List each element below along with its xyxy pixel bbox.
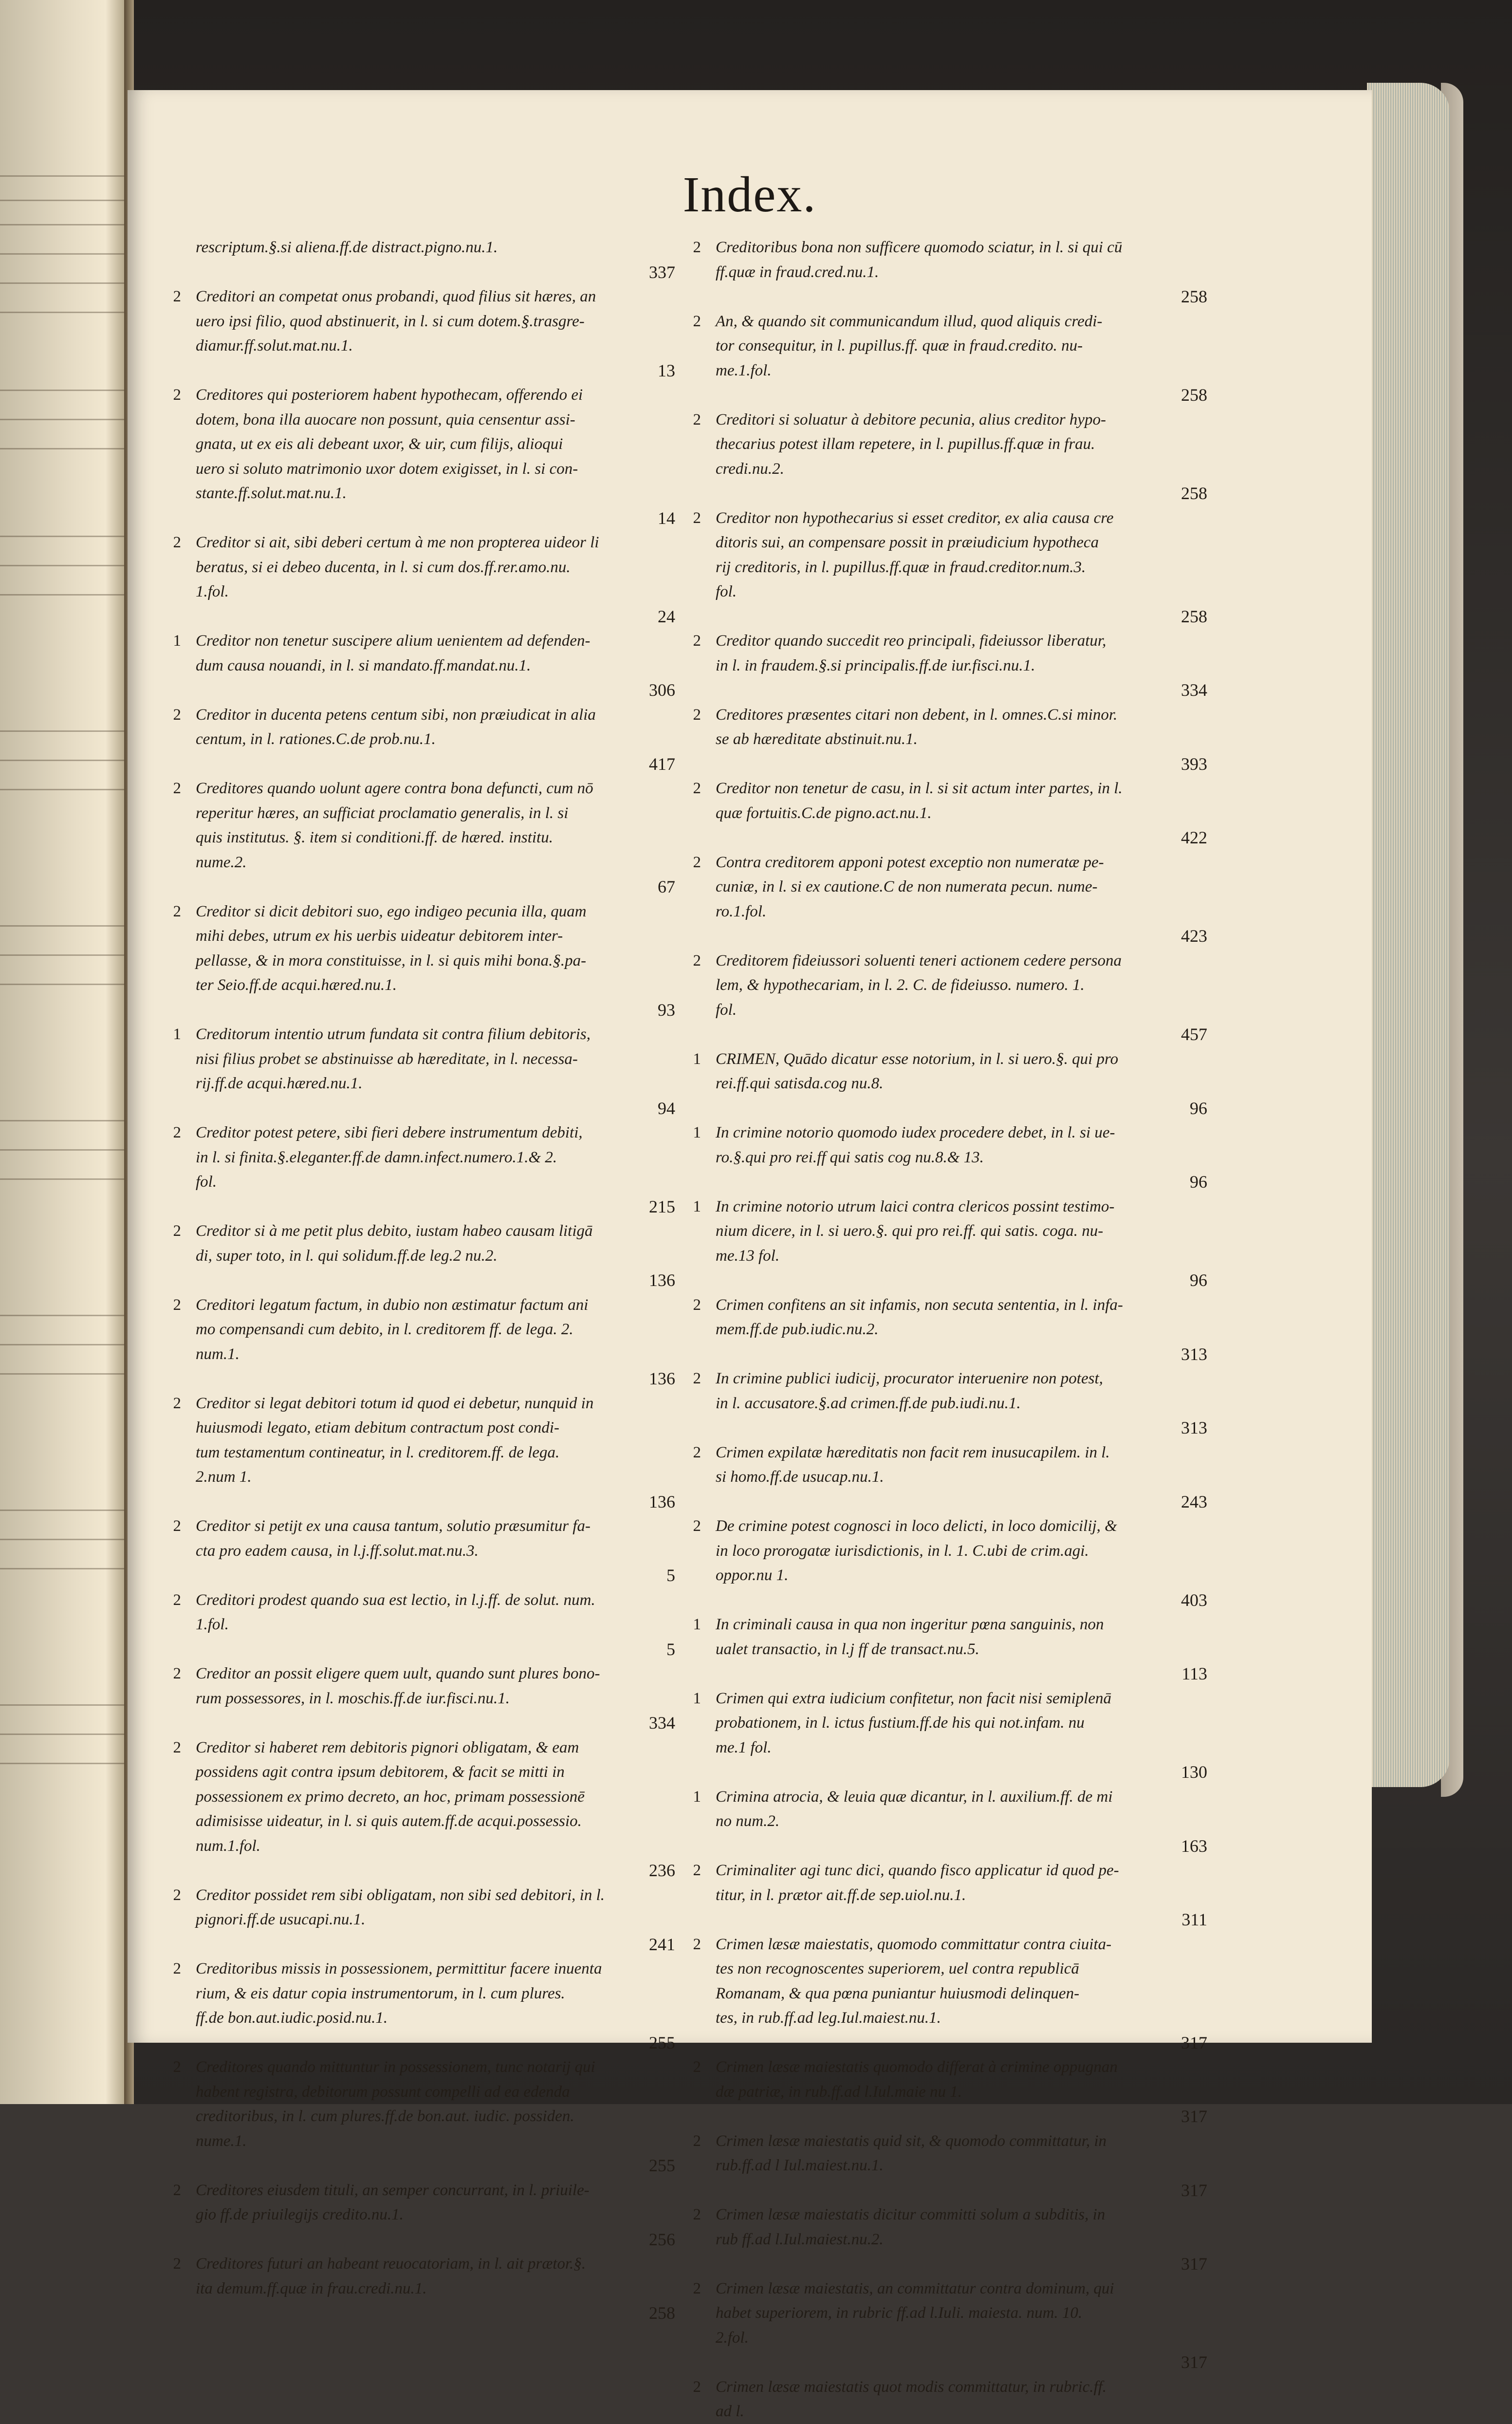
entry-text-line: ro.§.qui pro rei.ff qui satis cog nu.8.& 13. <box>716 1148 984 1166</box>
index-entry <box>682 1120 1207 1194</box>
entry-text-line: ff.quæ in fraud.cred.nu.1. <box>716 263 879 281</box>
entry-text-line: tes, in rub.ff.ad leg.Iul.maiest.nu.1. <box>716 2009 941 2027</box>
entry-text-line: cuniæ, in l. si ex cautione.C de non numerata pecun. nume- <box>716 878 1098 895</box>
index-entry <box>162 530 675 629</box>
page-reference: 337 <box>649 262 675 282</box>
entry-marker: 2 <box>173 1222 181 1240</box>
entry-marker: 1 <box>173 1026 181 1043</box>
entry-text-line: si homo.ff.de usucap.nu.1. <box>716 1468 884 1486</box>
page-reference: 334 <box>1181 680 1207 700</box>
entry-text-line: In criminali causa in qua non ingeritur pœna sanguinis, non <box>716 1616 1104 1633</box>
entry-text-line: Criminaliter agi tunc dici, quando fisco applicatur id quod pe- <box>716 1862 1119 1879</box>
index-entry <box>162 1514 675 1588</box>
entry-text-line: gnata, ut ex eis ali debeant uxor, & uir, cum filijs, alioqui <box>196 435 563 453</box>
entry-text-line: Crimen læsæ maiestatis, quomodo committatur contra ciuita- <box>716 1935 1112 1953</box>
entry-text-line: CRIMEN, Quādo dicatur esse notorium, in l. si uero.§. qui pro <box>716 1050 1119 1068</box>
page-reference: 393 <box>1181 754 1207 774</box>
index-column-right <box>682 235 1207 2424</box>
page-reference: 96 <box>1190 1172 1207 1192</box>
entry-marker: 2 <box>693 1443 701 1461</box>
entry-marker: 1 <box>693 1124 701 1141</box>
page-reference: 243 <box>1181 1492 1207 1511</box>
entry-text-line: credi.nu.2. <box>716 460 784 478</box>
entry-text-line: Creditori si soluatur à debitore pecunia, alius creditor hypo- <box>716 410 1106 429</box>
page-reference: 5 <box>666 1639 675 1659</box>
entry-text-line: tes non recognoscentes superiorem, uel contra republicā <box>716 1960 1079 1977</box>
entry-marker: 2 <box>693 2058 701 2076</box>
entry-text-line: rum possessores, in l. moschis.ff.de iur.fisci.nu.1. <box>196 1689 510 1707</box>
entry-text-line: rij.ff.de acqui.hæred.nu.1. <box>196 1075 363 1092</box>
entry-text-line: Creditor non hypothecarius si esset creditor, ex alia causa cre <box>716 509 1114 527</box>
index-entry <box>162 235 675 284</box>
page-reference: 67 <box>658 877 675 896</box>
entry-text-line: ita demum.ff.quæ in frau.credi.nu.1. <box>196 2279 427 2297</box>
page-block-edge <box>1367 83 1450 1787</box>
entry-text-line: rescriptum.§.si aliena.ff.de distract.pigno.nu.1. <box>196 239 498 256</box>
page-reference: 255 <box>649 2032 675 2052</box>
entry-marker: 2 <box>173 1124 181 1141</box>
entry-marker: 2 <box>173 2058 181 2076</box>
entry-text-line: Crimen læsæ maiestatis quot modis committatur, in rubric.ff. <box>716 2378 1107 2396</box>
index-entry <box>682 1293 1207 1367</box>
entry-text-line: ff.de bon.aut.iudic.posid.nu.1. <box>196 2009 388 2027</box>
page-reference: 96 <box>1190 1270 1207 1290</box>
entry-text-line: ualet transactio, in l.j ff de transact.nu.5. <box>716 1640 979 1658</box>
page-reference: 422 <box>1181 828 1207 847</box>
page-reference: 5 <box>666 1566 675 1585</box>
index-entry <box>682 2375 1207 2424</box>
entry-text-line: pignori.ff.de usucapi.nu.1. <box>196 1911 366 1928</box>
entry-text-line: Crimen læsæ maiestatis dicitur committi solum a subditis, in <box>716 2206 1106 2223</box>
index-entry <box>682 1366 1207 1440</box>
index-entry <box>682 1785 1207 1859</box>
entry-marker: 2 <box>173 706 181 724</box>
index-entry <box>682 1194 1207 1293</box>
entry-text-line: beratus, si ei debeo ducenta, in l. si cum dos.ff.rer.amo.nu. <box>196 558 571 576</box>
entry-marker: 2 <box>173 1394 181 1412</box>
page-reference: 306 <box>649 680 675 700</box>
index-entry <box>682 1440 1207 1514</box>
entry-text-line: An, & quando sit communicandum illud, quod aliquis credi- <box>716 312 1103 330</box>
index-entry <box>162 284 675 383</box>
page-reference: 13 <box>658 360 675 380</box>
entry-text-line: tum testamentum contineatur, in l. creditorem.ff. de lega. <box>196 1443 560 1461</box>
page-reference: 256 <box>649 2229 675 2249</box>
entry-text-line: rub ff.ad l.Iul.maiest.nu.2. <box>716 2230 884 2248</box>
entry-text-line: Creditores quando uolunt agere contra bona defuncti, cum nō <box>196 780 593 797</box>
page-reference: 14 <box>658 508 675 528</box>
entry-text-line: Creditoribus missis in possessionem, permittitur facere inuenta <box>196 1960 602 1977</box>
entry-text-line: ad l. <box>716 2403 744 2420</box>
entry-text-line: num.1. <box>196 1345 240 1363</box>
page-reference: 113 <box>1181 1664 1207 1683</box>
entry-text-line: uero si soluto matrimonio uxor dotem exigisset, in l. si con- <box>196 460 578 478</box>
entry-marker: 2 <box>173 1886 181 1904</box>
index-entry <box>162 629 675 703</box>
entry-text-line: se ab hæreditate abstinuit.nu.1. <box>716 730 918 748</box>
entry-text-line: Creditori prodest quando sua est lectio, in l.j.ff. de solut. num. <box>196 1591 595 1609</box>
index-entry <box>162 2252 675 2326</box>
entry-marker: 1 <box>693 1616 701 1633</box>
entry-text-line: num.1.fol. <box>196 1837 260 1855</box>
index-entry <box>682 1047 1207 1121</box>
entry-text-line: creditoribus, in l. cum plures.ff.de bon.aut. iudic. possiden. <box>196 2107 574 2125</box>
entry-marker: 2 <box>173 2181 181 2199</box>
index-column-left <box>162 235 675 2326</box>
index-entry <box>162 1293 675 1391</box>
entry-marker: 2 <box>693 1862 701 1879</box>
entry-marker: 2 <box>693 312 701 330</box>
index-entry <box>682 2276 1207 2375</box>
entry-text-line: diamur.ff.solut.mat.nu.1. <box>196 337 353 354</box>
entry-marker: 1 <box>693 1197 701 1215</box>
entry-text-line: habet superiorem, in rubric ff.ad l.Iuli. maiesta. num. 10. <box>716 2304 1083 2322</box>
entry-marker: 1 <box>693 1689 701 1707</box>
entry-text-line: in l. in fraudem.§.si principalis.ff.de iur.fisci.nu.1. <box>716 656 1035 674</box>
entry-text-line: me.1 fol. <box>716 1738 772 1756</box>
page-reference: 136 <box>649 1270 675 1290</box>
index-entry <box>682 235 1207 309</box>
index-entry <box>162 2055 675 2178</box>
page-reference: 258 <box>1181 385 1207 405</box>
index-entry <box>682 776 1207 850</box>
entry-text-line: nisi filius probet se abstinuisse ab hæreditate, in l. necessa- <box>196 1050 578 1068</box>
entry-marker: 2 <box>173 780 181 797</box>
entry-text-line: rei.ff.qui satisda.cog nu.8. <box>716 1075 884 1092</box>
entry-marker: 2 <box>693 410 701 429</box>
entry-text-line: rium, & eis datur copia instrumentorum, in l. cum plures. <box>196 1984 565 2002</box>
entry-marker: 2 <box>693 706 701 724</box>
entry-text-line: Creditor si petijt ex una causa tantum, solutio præsumitur fa- <box>196 1517 590 1535</box>
entry-text-line: stante.ff.solut.mat.nu.1. <box>196 485 347 502</box>
index-entry <box>162 776 675 899</box>
entry-marker: 2 <box>693 951 701 970</box>
page-reference: 317 <box>1181 2352 1207 2372</box>
page-reference: 236 <box>649 1861 675 1880</box>
entry-text-line: nume.2. <box>196 853 247 871</box>
page-reference: 258 <box>649 2303 675 2323</box>
facing-page-edge <box>0 0 124 2104</box>
page-reference: 94 <box>658 1098 675 1118</box>
entry-text-line: tor consequitur, in l. pupillus.ff. quæ in fraud.credito. nu- <box>716 337 1083 354</box>
index-entry <box>682 1932 1207 2055</box>
entry-marker: 2 <box>173 288 181 305</box>
page-reference: 423 <box>1181 926 1207 946</box>
page-reference: 317 <box>1181 2254 1207 2274</box>
entry-text-line: fol. <box>716 1001 737 1019</box>
entry-text-line: mihi debes, utrum ex his uerbis uideatur debitorem inter- <box>196 927 563 945</box>
entry-text-line: pellasse, & in mora constituisse, in l. si quis mihi bona.§.pa- <box>196 951 587 970</box>
entry-text-line: in l. accusatore.§.ad crimen.ff.de pub.iudi.nu.1. <box>716 1394 1021 1412</box>
entry-text-line: rub.ff.ad l Iul.maiest.nu.1. <box>716 2157 884 2174</box>
entry-text-line: Creditor non tenetur suscipere alium uenientem ad defenden- <box>196 632 590 650</box>
page-reference: 313 <box>1181 1418 1207 1437</box>
page-reference: 457 <box>1181 1025 1207 1044</box>
index-entry <box>162 899 675 1023</box>
page-reference: 24 <box>658 606 675 626</box>
entry-marker: 2 <box>173 1738 181 1756</box>
entry-text-line: In crimine notorio utrum laici contra clericos possint testimo- <box>716 1197 1115 1215</box>
entry-text-line: Crimen læsæ maiestatis quid sit, & quomodo committatur, in <box>716 2132 1107 2150</box>
entry-marker: 1 <box>693 1050 701 1068</box>
page-reference: 311 <box>1181 1910 1207 1929</box>
entry-text-line: fol. <box>196 1173 217 1191</box>
entry-marker: 2 <box>693 2206 701 2223</box>
page-reference: 96 <box>1190 1098 1207 1118</box>
page-reference: 258 <box>1181 606 1207 626</box>
entry-marker: 2 <box>173 1665 181 1682</box>
entry-text-line: habent registra, debitorum possunt compelli ad ea edenda <box>196 2083 570 2101</box>
entry-text-line: in l. si finita.§.eleganter.ff.de damn.infect.numero.1.& 2. <box>196 1148 557 1166</box>
entry-text-line: Crimen confitens an sit infamis, non secuta sententia, in l. infa- <box>716 1296 1123 1314</box>
entry-text-line: Creditor quando succedit reo principali, fideiussor liberatur, <box>716 632 1106 650</box>
entry-text-line: ro.1.fol. <box>716 902 767 920</box>
entry-marker: 2 <box>693 780 701 797</box>
page-reference: 130 <box>1181 1762 1207 1782</box>
index-entry <box>682 408 1207 506</box>
entry-text-line: me.1.fol. <box>716 361 772 379</box>
page-reference: 258 <box>1181 287 1207 306</box>
entry-text-line: lem, & hypothecariam, in l. 2. C. de fideiusso. numero. 1. <box>716 976 1085 994</box>
page-reference: 403 <box>1181 1590 1207 1610</box>
page-reference: 136 <box>649 1492 675 1511</box>
entry-marker: 2 <box>693 1517 701 1535</box>
entry-text-line: Creditor si legat debitori totum id quod ei debetur, nunquid in <box>196 1394 594 1412</box>
entry-marker: 2 <box>693 2132 701 2150</box>
entry-text-line: oppor.nu 1. <box>716 1566 789 1584</box>
page-reference: 93 <box>658 1000 675 1020</box>
entry-text-line: dum causa nouandi, in l. si mandato.ff.mandat.nu.1. <box>196 656 531 674</box>
entry-text-line: In crimine publici iudicij, procurator interuenire non potest, <box>716 1370 1103 1387</box>
entry-text-line: me.13 fol. <box>716 1247 780 1265</box>
entry-marker: 2 <box>173 1591 181 1609</box>
entry-text-line: De crimine potest cognosci in loco delicti, in loco domicilij, & <box>716 1517 1117 1535</box>
entry-text-line: nume.1. <box>196 2132 247 2150</box>
entry-text-line: possidens agit contra ipsum debitorem, & facit se mitti in <box>196 1763 565 1781</box>
entry-text-line: rij creditoris, in l. pupillus.ff.quæ in fraud.creditor.num.3. <box>716 558 1086 576</box>
entry-text-line: dæ patriæ, in rub.ff.ad l.Iul.maie nu 1. <box>716 2083 962 2101</box>
index-entry <box>162 1661 675 1735</box>
index-page <box>128 90 1372 2420</box>
entry-text-line: dotem, bona illa auocare non possunt, quia censentur assi- <box>196 410 575 429</box>
index-entry <box>162 1219 675 1293</box>
entry-text-line: Creditor si à me petit plus debito, iustam habeo causam litigā <box>196 1222 593 1240</box>
entry-text-line: no num.2. <box>716 1812 780 1830</box>
index-entry <box>162 1588 675 1662</box>
entry-text-line: In crimine notorio quomodo iudex procedere debet, in l. si ue- <box>716 1124 1115 1141</box>
page-reference: 317 <box>1181 2032 1207 2052</box>
entry-text-line: probationem, in l. ictus fustium.ff.de his qui not.infam. nu <box>716 1714 1085 1732</box>
entry-text-line: ter Seio.ff.de acqui.hæred.nu.1. <box>196 976 397 994</box>
entry-text-line: mo compensandi cum debito, in l. creditorem ff. de lega. 2. <box>196 1321 573 1338</box>
entry-marker: 1 <box>693 1788 701 1806</box>
entry-text-line: Creditor potest petere, sibi fieri debere instrumentum debiti, <box>196 1124 583 1141</box>
entry-marker: 2 <box>173 1517 181 1535</box>
page-reference: 317 <box>1181 2107 1207 2126</box>
entry-text-line: uero ipsi filio, quod abstinuerit, in l. si cum dotem.§.trasgre- <box>196 312 585 330</box>
entry-text-line: Creditores futuri an habeant reuocatoriam, in l. ait prætor.§. <box>196 2255 586 2273</box>
index-entry <box>162 1883 675 1957</box>
entry-text-line: Creditores eiusdem tituli, an semper concurrant, in l. priuile- <box>196 2181 590 2199</box>
index-entry <box>682 1686 1207 1785</box>
entry-text-line: centum, in l. rationes.C.de prob.nu.1. <box>196 730 436 748</box>
entry-text-line: Creditorem fideiussori soluenti teneri actionem cedere persona <box>716 951 1122 970</box>
entry-text-line: in loco prorogatæ iurisdictionis, in l. 1. C.ubi de crim.agi. <box>716 1542 1089 1560</box>
entry-text-line: Creditor si dicit debitori suo, ego indigeo pecunia illa, quam <box>196 902 587 920</box>
entry-text-line: Creditor si haberet rem debitoris pignori obligatam, & eam <box>196 1738 579 1756</box>
page-reference: 136 <box>649 1369 675 1388</box>
entry-text-line: 1.fol. <box>196 1616 229 1633</box>
entry-text-line: Crimina atrocia, & leuia quæ dicantur, in l. auxilium.ff. de mi <box>716 1788 1113 1806</box>
index-entry <box>162 1120 675 1219</box>
index-entry <box>162 383 675 530</box>
entry-marker: 2 <box>173 534 181 551</box>
entry-marker: 2 <box>173 1296 181 1314</box>
page-title: Index. <box>682 167 817 223</box>
entry-text-line: thecarius potest illam repetere, in l. pupillus.ff.quæ in frau. <box>716 435 1095 453</box>
entry-text-line: 2.num 1. <box>196 1468 252 1486</box>
entry-text-line: di, super toto, in l. qui solidum.ff.de leg.2 nu.2. <box>196 1247 498 1265</box>
index-entry <box>682 2055 1207 2129</box>
entry-marker: 2 <box>693 632 701 650</box>
entry-text-line: Romanam, & qua pœna puniantur huiusmodi delinquen- <box>716 1984 1080 2002</box>
entry-text-line: possessionem ex primo decreto, an hoc, primam possessionē <box>196 1788 585 1806</box>
entry-marker: 2 <box>693 2279 701 2297</box>
entry-text-line: Crimen læsæ maiestatis, an committatur contra dominum, qui <box>716 2279 1114 2297</box>
entry-text-line: Creditores qui posteriorem habent hypothecam, offerendo ei <box>196 386 583 404</box>
entry-marker: 2 <box>693 853 701 871</box>
page-reference: 255 <box>649 2156 675 2175</box>
index-entry <box>162 1391 675 1514</box>
index-entry <box>682 2202 1207 2276</box>
entry-marker: 2 <box>693 2378 701 2396</box>
entry-text-line: huiusmodi legato, etiam debitum contractum post condi- <box>196 1419 559 1436</box>
entry-marker: 2 <box>693 239 701 256</box>
entry-text-line: Creditor si ait, sibi deberi certum à me non propterea uideor li <box>196 534 599 551</box>
entry-text-line: Creditori an competat onus probandi, quod filius sit hæres, an <box>196 288 596 305</box>
index-entry <box>682 850 1207 949</box>
page-reference: 417 <box>649 754 675 774</box>
page-reference: 241 <box>649 1934 675 1954</box>
entry-marker: 2 <box>173 2255 181 2273</box>
entry-text-line: Crimen læsæ maiestatis quomodo differat à crimine oppugnan <box>716 2058 1118 2076</box>
index-entry <box>682 309 1207 408</box>
index-entry <box>682 506 1207 629</box>
entry-text-line: Creditor in ducenta petens centum sibi, non præiudicat in alia <box>196 706 596 724</box>
index-entry <box>162 1022 675 1120</box>
index-entry <box>682 629 1207 703</box>
entry-text-line: Creditor non tenetur de casu, in l. si sit actum inter partes, in l. <box>716 780 1123 797</box>
index-entry <box>162 1957 675 2055</box>
entry-text-line: Contra creditorem apponi potest exceptio non numeratæ pe- <box>716 853 1104 871</box>
page-reference: 163 <box>1181 1836 1207 1856</box>
entry-text-line: gio ff.de priuilegijs credito.nu.1. <box>196 2206 404 2223</box>
entry-text-line: mem.ff.de pub.iudic.nu.2. <box>716 1321 879 1338</box>
entry-marker: 1 <box>173 632 181 650</box>
index-entry <box>162 2178 675 2252</box>
index-entry <box>682 703 1207 777</box>
entry-text-line: quis institutus. §. item si conditioni.ff. de hæred. institu. <box>196 829 553 846</box>
entry-text-line: 2.fol. <box>716 2329 749 2347</box>
entry-text-line: adimisisse uideatur, in l. si quis autem.ff.de acqui.possessio. <box>196 1812 582 1830</box>
entry-marker: 2 <box>173 902 181 920</box>
page-reference: 334 <box>649 1713 675 1733</box>
entry-text-line: Crimen expilatæ hæreditatis non facit rem inusucapilem. in l. <box>716 1443 1110 1461</box>
entry-text-line: Creditor possidet rem sibi obligatam, non sibi sed debitori, in l. <box>196 1886 605 1904</box>
entry-text-line: Creditorum intentio utrum fundata sit contra filium debitoris, <box>196 1026 590 1043</box>
page-reference: 317 <box>1181 2180 1207 2200</box>
entry-text-line: ditoris sui, an compensare possit in præiudicium hypotheca <box>716 534 1099 551</box>
entry-marker: 2 <box>693 1370 701 1387</box>
entry-text-line: fol. <box>716 583 737 600</box>
index-entry <box>682 1858 1207 1932</box>
entry-marker: 2 <box>173 386 181 404</box>
entry-text-line: reperitur hæres, an sufficiat proclamatio generalis, in l. si <box>196 804 569 822</box>
index-entry <box>162 1735 675 1883</box>
entry-marker: 2 <box>693 1296 701 1314</box>
page-reference: 313 <box>1181 1344 1207 1364</box>
entry-text-line: Creditores quando mittuntur in possessionem, tunc notarij qui <box>196 2058 595 2076</box>
index-entry <box>682 2129 1207 2203</box>
index-entry <box>162 703 675 777</box>
entry-text-line: titur, in l. prætor ait.ff.de sep.uiol.nu.1. <box>716 1886 966 1904</box>
page-reference: 258 <box>1181 484 1207 503</box>
entry-marker: 2 <box>693 1935 701 1953</box>
entry-marker: 2 <box>173 1960 181 1977</box>
entry-text-line: nium dicere, in l. si uero.§. qui pro rei.ff. qui satis. coga. nu- <box>716 1222 1104 1240</box>
page-reference: 215 <box>649 1196 675 1216</box>
entry-text-line: Creditoribus bona non sufficere quomodo sciatur, in l. si qui cū <box>716 239 1123 256</box>
entry-text-line: quæ fortuitis.C.de pigno.act.nu.1. <box>716 804 932 822</box>
entry-text-line: Creditori legatum factum, in dubio non æstimatur factum ani <box>196 1296 589 1314</box>
index-entry <box>682 949 1207 1047</box>
entry-text-line: Crimen qui extra iudicium confitetur, non facit nisi semiplenā <box>716 1689 1111 1707</box>
index-entry <box>682 1514 1207 1612</box>
index-entry <box>682 1612 1207 1686</box>
entry-marker: 2 <box>693 509 701 527</box>
entry-text-line: Creditor an possit eligere quem uult, quando sunt plures bono- <box>196 1665 600 1682</box>
entry-text-line: 1.fol. <box>196 583 229 600</box>
entry-text-line: cta pro eadem causa, in l.j.ff.solut.mat.nu.3. <box>196 1542 479 1560</box>
entry-text-line: Creditores præsentes citari non debent, in l. omnes.C.si minor. <box>716 706 1118 724</box>
